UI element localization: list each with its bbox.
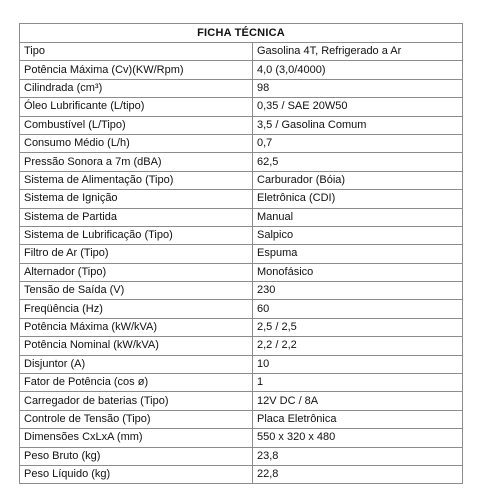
table-row	[20, 79, 463, 97]
spec-value: Gasolina 4T, Refrigerado a Ar	[253, 43, 463, 61]
table-row	[20, 245, 463, 263]
table-row	[20, 190, 463, 208]
spec-value: Monofásico	[253, 263, 463, 281]
spec-value: 12V DC / 8A	[253, 392, 463, 410]
table-row	[20, 447, 463, 465]
spec-label: Sistema de Partida	[20, 208, 253, 226]
spec-value: 1	[253, 374, 463, 392]
spec-value: Espuma	[253, 245, 463, 263]
table-row	[20, 43, 463, 61]
spec-value: 0,7	[253, 134, 463, 152]
spec-label: Peso Bruto (kg)	[20, 447, 253, 465]
spec-value: 550 x 320 x 480	[253, 429, 463, 447]
spec-label: Pressão Sonora a 7m (dBA)	[20, 153, 253, 171]
spec-value: 0,35 / SAE 20W50	[253, 98, 463, 116]
spec-value: 22,8	[253, 465, 463, 483]
spec-value: 98	[253, 79, 463, 97]
spec-label: Óleo Lubrificante (L/tipo)	[20, 98, 253, 116]
spec-table	[19, 23, 463, 484]
spec-value: Manual	[253, 208, 463, 226]
spec-label: Sistema de Alimentação (Tipo)	[20, 171, 253, 189]
spec-value: Salpico	[253, 226, 463, 244]
spec-label: Tensão de Saída (V)	[20, 282, 253, 300]
spec-label: Fator de Potência (cos ø)	[20, 374, 253, 392]
table-row	[20, 226, 463, 244]
spec-label: Cilindrada (cm³)	[20, 79, 253, 97]
spec-label: Consumo Médio (L/h)	[20, 134, 253, 152]
table-row	[20, 263, 463, 281]
spec-value: 10	[253, 355, 463, 373]
spec-label: Tipo	[20, 43, 253, 61]
spec-label: Potência Nominal (kW/kVA)	[20, 337, 253, 355]
table-row	[20, 171, 463, 189]
table-row	[20, 134, 463, 152]
spec-label: Disjuntor (A)	[20, 355, 253, 373]
spec-label: Dimensões CxLxA (mm)	[20, 429, 253, 447]
spec-value: Carburador (Bóia)	[253, 171, 463, 189]
table-row	[20, 392, 463, 410]
spec-label: Peso Líquido (kg)	[20, 465, 253, 483]
table-row	[20, 429, 463, 447]
spec-label: Potência Máxima (Cv)(KW/Rpm)	[20, 61, 253, 79]
table-row	[20, 153, 463, 171]
spec-label: Sistema de Ignição	[20, 190, 253, 208]
table-row	[20, 282, 463, 300]
spec-label: Freqüência (Hz)	[20, 300, 253, 318]
table-row	[20, 465, 463, 483]
spec-label: Filtro de Ar (Tipo)	[20, 245, 253, 263]
spec-label: Carregador de baterias (Tipo)	[20, 392, 253, 410]
spec-label: Sistema de Lubrificação (Tipo)	[20, 226, 253, 244]
table-header-row	[20, 24, 463, 43]
spec-value: 2,5 / 2,5	[253, 318, 463, 336]
spec-value: 3,5 / Gasolina Comum	[253, 116, 463, 134]
table-row	[20, 318, 463, 336]
spec-value: 62,5	[253, 153, 463, 171]
spec-value: 23,8	[253, 447, 463, 465]
spec-value: 60	[253, 300, 463, 318]
spec-value: 4,0 (3,0/4000)	[253, 61, 463, 79]
spec-value: Eletrônica (CDI)	[253, 190, 463, 208]
spec-value: 230	[253, 282, 463, 300]
table-row	[20, 337, 463, 355]
table-row	[20, 355, 463, 373]
table-row	[20, 116, 463, 134]
spec-value: 2,2 / 2,2	[253, 337, 463, 355]
spec-label: Potência Máxima (kW/kVA)	[20, 318, 253, 336]
spec-table-body	[20, 43, 463, 484]
spec-value: Placa Eletrônica	[253, 410, 463, 428]
table-row	[20, 374, 463, 392]
table-row	[20, 61, 463, 79]
spec-label: Alternador (Tipo)	[20, 263, 253, 281]
table-title: FICHA TÉCNICA	[20, 24, 463, 43]
table-row	[20, 410, 463, 428]
spec-label: Combustível (L/Tipo)	[20, 116, 253, 134]
spec-label: Controle de Tensão (Tipo)	[20, 410, 253, 428]
table-row	[20, 208, 463, 226]
table-row	[20, 98, 463, 116]
table-row	[20, 300, 463, 318]
